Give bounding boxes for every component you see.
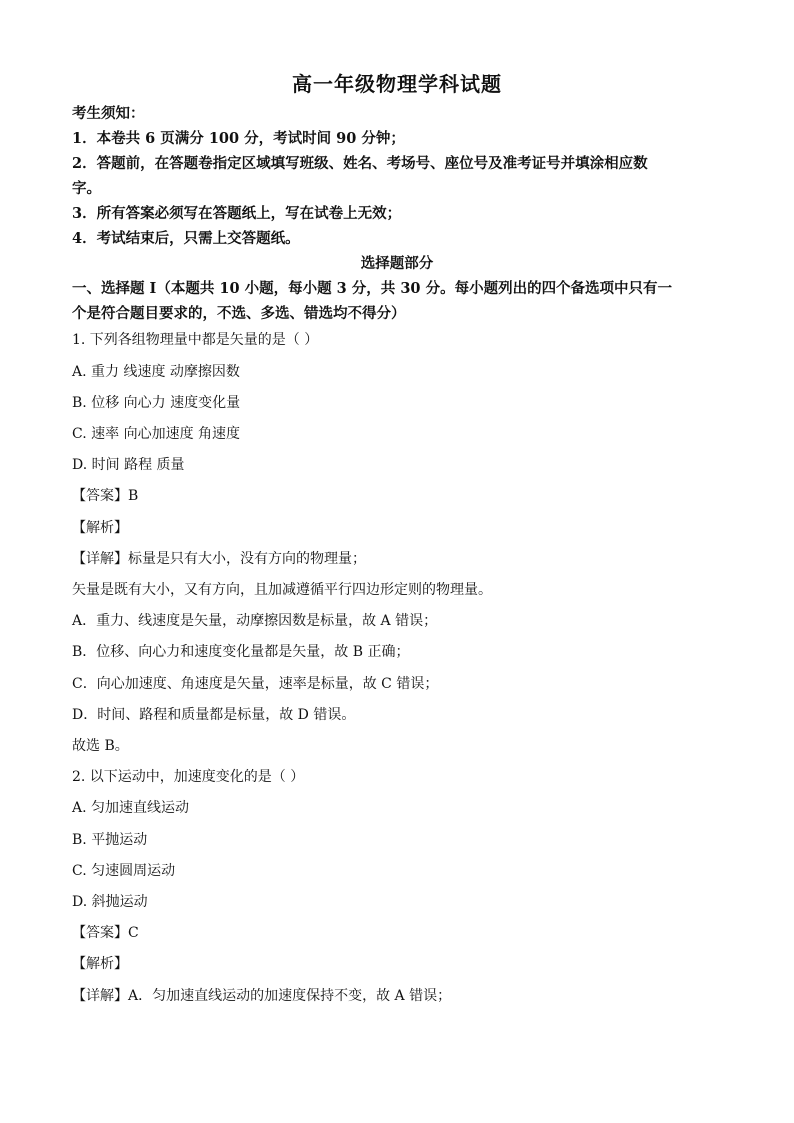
q1-detail-7: 故选 B。 [72,738,129,754]
q1-detail-2: 矢量是既有大小，又有方向，且加减遵循平行四边形定则的物理量。 [72,582,492,598]
q1-detail-4: B．位移、向心力和速度变化量都是矢量，故 B 正确； [72,644,410,660]
q1-analysis-label: 【解析】 [72,520,128,536]
q1-option-d: D. 时间 路程 质量 [72,457,185,473]
q1-detail-6: D．时间、路程和质量都是标量，故 D 错误。 [72,707,356,723]
notice-item-3: 3．所有答案必须写在答题纸上，写在试卷上无效； [72,205,402,222]
q1-detail-1: 【详解】标量是只有大小，没有方向的物理量； [72,551,366,567]
q1-option-b: B. 位移 向心力 速度变化量 [72,395,241,411]
notice-heading: 考生须知： [72,105,145,122]
q2-detail-1: 【详解】A．匀加速直线运动的加速度保持不变，故 A 错误； [72,988,452,1004]
q1-option-c: C. 速率 向心加速度 角速度 [72,426,241,442]
section-intro-line-2: 个是符合题目要求的，不选、多选、错选均不得分） [72,305,406,322]
section-heading: 选择题部分 [360,255,434,272]
q1-detail-3: A．重力、线速度是矢量，动摩擦因数是标量，故 A 错误； [72,613,438,629]
notice-item-2-cont: 字。 [72,180,101,197]
notice-item-1: 1．本卷共 6 页满分 100 分，考试时间 90 分钟； [72,130,405,147]
q1-stem: 1. 下列各组物理量中都是矢量的是（ ） [72,332,319,348]
q2-option-b: B. 平抛运动 [72,832,148,848]
q2-option-a: A. 匀加速直线运动 [72,800,190,816]
section-intro-line-1: 一、选择题 I（本题共 10 小题，每小题 3 分，共 30 分。每小题列出的四个备选项中只有一 [72,280,673,297]
q1-option-a: A. 重力 线速度 动摩擦因数 [72,364,240,380]
q2-stem: 2. 以下运动中，加速度变化的是（ ） [72,769,305,785]
q2-analysis-label: 【解析】 [72,956,128,972]
q2-answer: 【答案】C [72,925,139,941]
page-title: 高一年级物理学科试题 [292,72,502,96]
q2-option-c: C. 匀速圆周运动 [72,863,176,879]
notice-item-2: 2．答题前，在答题卷指定区域填写班级、姓名、考场号、座位号及准考证号并填涂相应数 [72,155,648,172]
q2-option-d: D. 斜抛运动 [72,894,148,910]
q1-detail-5: C．向心加速度、角速度是矢量，速率是标量，故 C 错误； [72,676,439,692]
notice-item-4: 4．考试结束后，只需上交答题纸。 [72,230,300,247]
q1-answer: 【答案】B [72,488,139,504]
